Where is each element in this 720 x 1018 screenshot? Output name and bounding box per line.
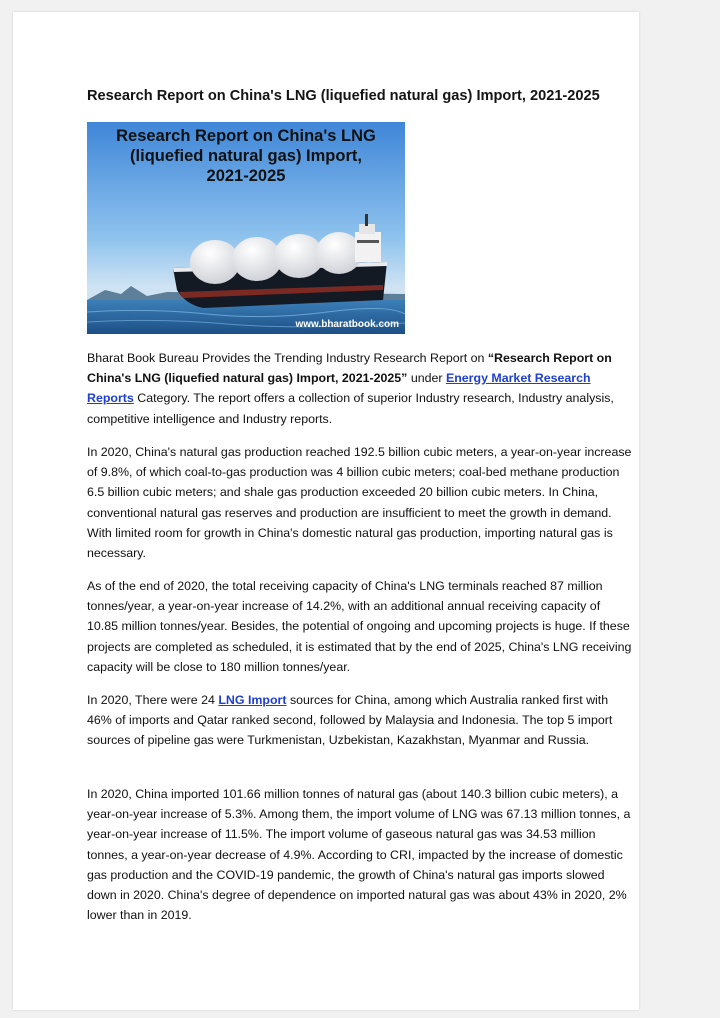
production-paragraph: In 2020, China's natural gas production reached 192.5 billion cubic meters, a year-on-year increase of 9.8%, of which coal-to-gas production was 4 billion cubic meters; coal-bed methane production 6.5 billion cubic meters; and shale gas production exceeded 20 billion cubic meters. In China, conventional natural gas reserves and production are insufficient to meet the growth in demand. With limited room for growth in China's domestic natural gas production, importing natural gas is necessary. — [87, 445, 632, 561]
capacity-paragraph: As of the end of 2020, the total receiving capacity of China's LNG terminals reached 87 million tonnes/year, a year-on-year increase of 14.2%, with an additional annual receiving capacity of 10.85 million tonnes/year. Besides, the potential of ongoing and upcoming projects is huge. If these projects are completed as scheduled, it is estimated that by the end of 2025, China's LNG receiving capacity will be close to 180 million tonnes/year. — [87, 579, 632, 674]
banner-title: Research Report on China's LNG (liquefied natural gas) Import, 2021-2025 — [116, 127, 376, 185]
banner-url: www.bharatbook.com — [295, 319, 399, 330]
import-sources-paragraph: In 2020, There were 24 LNG Import sources for China, among which Australia ranked first with 46% of imports and Qatar ranked second, followed by Malaysia and Indonesia. The top 5 import sources of pipeline gas were Turkmenistan, Uzbekistan, Kazakhstan, Myanmar and Russia. — [87, 693, 613, 748]
energy-market-research-link[interactable]: Energy Market Research Reports — [87, 371, 591, 406]
document-page — [13, 12, 639, 1010]
imports-volume-paragraph: In 2020, China imported 101.66 million tonnes of natural gas (about 140.3 billion cubic meters), a year-on-year increase of 5.3%. Among them, the import volume of LNG was 67.13 million tonnes, a year-on-year increase of 11.5%. The import volume of gaseous natural gas was 34.53 million tonnes, a year-on-year decrease of 4.9%. According to CRI, impacted by the increase of domestic gas production and the COVID-19 pandemic, the growth of China's natural gas imports slowed down in 2020. China's degree of dependence on imported natural gas was about 43% in 2020, 2% lower than in 2019. — [87, 787, 631, 923]
banner-image — [87, 122, 405, 334]
lng-import-link[interactable]: LNG Import — [218, 693, 287, 707]
report-name: “Research Report on China's LNG (liquefied natural gas) Import, 2021-2025” — [87, 351, 612, 386]
intro-paragraph: Bharat Book Bureau Provides the Trending Industry Research Report on “Research Report on China's LNG (liquefied natural gas) Import, 2021-2025” under Energy Market Research Reports Category. The report offers a collection of superior Industry research, Industry analysis, competitive intelligence and Industry reports. — [87, 351, 614, 426]
page-title: Research Report on China's LNG (liquefied natural gas) Import, 2021-2025 — [87, 88, 600, 104]
